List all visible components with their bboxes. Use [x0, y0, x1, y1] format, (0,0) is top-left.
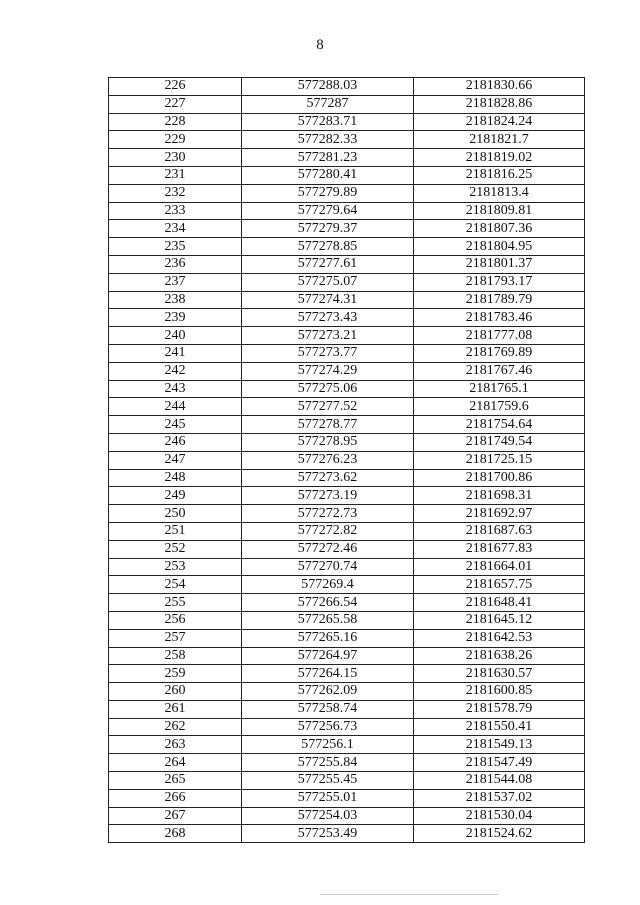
table-row	[109, 398, 585, 416]
y-coordinate-cell: 2181537.02	[414, 789, 585, 807]
x-coordinate-cell: 577275.06	[242, 380, 414, 398]
table-row	[109, 309, 585, 327]
point-number-cell: 240	[109, 327, 242, 345]
table-row	[109, 540, 585, 558]
y-coordinate-cell: 2181821.7	[414, 131, 585, 149]
table-row	[109, 362, 585, 380]
table-row	[109, 451, 585, 469]
point-number-cell: 236	[109, 255, 242, 273]
point-number-cell: 227	[109, 95, 242, 113]
x-coordinate-cell: 577273.21	[242, 327, 414, 345]
point-number-cell: 263	[109, 736, 242, 754]
x-coordinate-cell: 577276.23	[242, 451, 414, 469]
point-number-cell: 237	[109, 273, 242, 291]
x-coordinate-cell: 577278.77	[242, 416, 414, 434]
point-number-cell: 243	[109, 380, 242, 398]
y-coordinate-cell: 2181657.75	[414, 576, 585, 594]
x-coordinate-cell: 577254.03	[242, 807, 414, 825]
table-row	[109, 487, 585, 505]
table-row	[109, 131, 585, 149]
table-row	[109, 700, 585, 718]
y-coordinate-cell: 2181630.57	[414, 665, 585, 683]
table-row	[109, 273, 585, 291]
x-coordinate-cell: 577272.46	[242, 540, 414, 558]
table-row	[109, 825, 585, 843]
x-coordinate-cell: 577264.15	[242, 665, 414, 683]
x-coordinate-cell: 577288.03	[242, 78, 414, 96]
page-number: 8	[316, 37, 324, 53]
x-coordinate-cell: 577264.97	[242, 647, 414, 665]
point-number-cell: 246	[109, 433, 242, 451]
table-row	[109, 416, 585, 434]
y-coordinate-cell: 2181754.64	[414, 416, 585, 434]
y-coordinate-cell: 2181648.41	[414, 594, 585, 612]
x-coordinate-cell: 577274.29	[242, 362, 414, 380]
table-row	[109, 149, 585, 167]
point-number-cell: 252	[109, 540, 242, 558]
y-coordinate-cell: 2181677.83	[414, 540, 585, 558]
y-coordinate-cell: 2181765.1	[414, 380, 585, 398]
y-coordinate-cell: 2181544.08	[414, 772, 585, 790]
y-coordinate-cell: 2181809.81	[414, 202, 585, 220]
point-number-cell: 245	[109, 416, 242, 434]
x-coordinate-cell: 577282.33	[242, 131, 414, 149]
table-row	[109, 594, 585, 612]
point-number-cell: 232	[109, 184, 242, 202]
y-coordinate-cell: 2181698.31	[414, 487, 585, 505]
x-coordinate-cell: 577275.07	[242, 273, 414, 291]
x-coordinate-cell: 577273.43	[242, 309, 414, 327]
y-coordinate-cell: 2181664.01	[414, 558, 585, 576]
point-number-cell: 230	[109, 149, 242, 167]
point-number-cell: 233	[109, 202, 242, 220]
table-row	[109, 807, 585, 825]
point-number-cell: 259	[109, 665, 242, 683]
x-coordinate-cell: 577273.62	[242, 469, 414, 487]
point-number-cell: 262	[109, 718, 242, 736]
table-row	[109, 166, 585, 184]
table-row	[109, 344, 585, 362]
point-number-cell: 244	[109, 398, 242, 416]
x-coordinate-cell: 577281.23	[242, 149, 414, 167]
x-coordinate-cell: 577269.4	[242, 576, 414, 594]
x-coordinate-cell: 577256.73	[242, 718, 414, 736]
x-coordinate-cell: 577253.49	[242, 825, 414, 843]
point-number-cell: 256	[109, 611, 242, 629]
y-coordinate-cell: 2181767.46	[414, 362, 585, 380]
y-coordinate-cell: 2181830.66	[414, 78, 585, 96]
point-number-cell: 255	[109, 594, 242, 612]
x-coordinate-cell: 577278.85	[242, 238, 414, 256]
point-number-cell: 261	[109, 700, 242, 718]
point-number-cell: 265	[109, 772, 242, 790]
table-row	[109, 95, 585, 113]
point-number-cell: 234	[109, 220, 242, 238]
x-coordinate-cell: 577255.45	[242, 772, 414, 790]
table-row	[109, 754, 585, 772]
table-row	[109, 113, 585, 131]
y-coordinate-cell: 2181642.53	[414, 629, 585, 647]
x-coordinate-cell: 577287	[242, 95, 414, 113]
table-row	[109, 718, 585, 736]
point-number-cell: 242	[109, 362, 242, 380]
point-number-cell: 254	[109, 576, 242, 594]
table-row	[109, 683, 585, 701]
x-coordinate-cell: 577256.1	[242, 736, 414, 754]
point-number-cell: 266	[109, 789, 242, 807]
table-row	[109, 611, 585, 629]
point-number-cell: 258	[109, 647, 242, 665]
y-coordinate-cell: 2181777.08	[414, 327, 585, 345]
point-number-cell: 241	[109, 344, 242, 362]
x-coordinate-cell: 577255.84	[242, 754, 414, 772]
point-number-cell: 250	[109, 505, 242, 523]
table-row	[109, 469, 585, 487]
x-coordinate-cell: 577265.16	[242, 629, 414, 647]
table-row	[109, 327, 585, 345]
table-row	[109, 522, 585, 540]
y-coordinate-cell: 2181550.41	[414, 718, 585, 736]
point-number-cell: 264	[109, 754, 242, 772]
x-coordinate-cell: 577258.74	[242, 700, 414, 718]
y-coordinate-cell: 2181524.62	[414, 825, 585, 843]
table-row	[109, 238, 585, 256]
point-number-cell: 229	[109, 131, 242, 149]
point-number-cell: 267	[109, 807, 242, 825]
y-coordinate-cell: 2181828.86	[414, 95, 585, 113]
y-coordinate-cell: 2181687.63	[414, 522, 585, 540]
table-row	[109, 647, 585, 665]
point-number-cell: 239	[109, 309, 242, 327]
coordinates-table	[108, 77, 585, 843]
x-coordinate-cell: 577274.31	[242, 291, 414, 309]
table-row	[109, 629, 585, 647]
point-number-cell: 235	[109, 238, 242, 256]
coordinates-table-body	[109, 78, 585, 843]
y-coordinate-cell: 2181725.15	[414, 451, 585, 469]
x-coordinate-cell: 577273.19	[242, 487, 414, 505]
point-number-cell: 248	[109, 469, 242, 487]
table-row	[109, 220, 585, 238]
x-coordinate-cell: 577262.09	[242, 683, 414, 701]
table-row	[109, 736, 585, 754]
page-footer-line	[320, 894, 498, 895]
x-coordinate-cell: 577272.82	[242, 522, 414, 540]
x-coordinate-cell: 577279.89	[242, 184, 414, 202]
x-coordinate-cell: 577277.52	[242, 398, 414, 416]
point-number-cell: 247	[109, 451, 242, 469]
x-coordinate-cell: 577255.01	[242, 789, 414, 807]
table-row	[109, 291, 585, 309]
table-row	[109, 505, 585, 523]
y-coordinate-cell: 2181819.02	[414, 149, 585, 167]
y-coordinate-cell: 2181700.86	[414, 469, 585, 487]
table-row	[109, 78, 585, 96]
table-row	[109, 665, 585, 683]
point-number-cell: 226	[109, 78, 242, 96]
y-coordinate-cell: 2181578.79	[414, 700, 585, 718]
table-row	[109, 558, 585, 576]
y-coordinate-cell: 2181816.25	[414, 166, 585, 184]
table-row	[109, 184, 585, 202]
point-number-cell: 268	[109, 825, 242, 843]
y-coordinate-cell: 2181530.04	[414, 807, 585, 825]
point-number-cell: 260	[109, 683, 242, 701]
y-coordinate-cell: 2181547.49	[414, 754, 585, 772]
x-coordinate-cell: 577270.74	[242, 558, 414, 576]
y-coordinate-cell: 2181783.46	[414, 309, 585, 327]
y-coordinate-cell: 2181759.6	[414, 398, 585, 416]
point-number-cell: 238	[109, 291, 242, 309]
y-coordinate-cell: 2181638.26	[414, 647, 585, 665]
x-coordinate-cell: 577277.61	[242, 255, 414, 273]
y-coordinate-cell: 2181813.4	[414, 184, 585, 202]
point-number-cell: 231	[109, 166, 242, 184]
y-coordinate-cell: 2181793.17	[414, 273, 585, 291]
y-coordinate-cell: 2181801.37	[414, 255, 585, 273]
table-row	[109, 380, 585, 398]
table-row	[109, 433, 585, 451]
x-coordinate-cell: 577265.58	[242, 611, 414, 629]
y-coordinate-cell: 2181749.54	[414, 433, 585, 451]
x-coordinate-cell: 577279.37	[242, 220, 414, 238]
point-number-cell: 257	[109, 629, 242, 647]
table-row	[109, 772, 585, 790]
x-coordinate-cell: 577266.54	[242, 594, 414, 612]
point-number-cell: 251	[109, 522, 242, 540]
y-coordinate-cell: 2181549.13	[414, 736, 585, 754]
table-row	[109, 789, 585, 807]
y-coordinate-cell: 2181804.95	[414, 238, 585, 256]
y-coordinate-cell: 2181789.79	[414, 291, 585, 309]
x-coordinate-cell: 577272.73	[242, 505, 414, 523]
x-coordinate-cell: 577283.71	[242, 113, 414, 131]
y-coordinate-cell: 2181692.97	[414, 505, 585, 523]
x-coordinate-cell: 577279.64	[242, 202, 414, 220]
point-number-cell: 228	[109, 113, 242, 131]
point-number-cell: 253	[109, 558, 242, 576]
y-coordinate-cell: 2181769.89	[414, 344, 585, 362]
x-coordinate-cell: 577273.77	[242, 344, 414, 362]
y-coordinate-cell: 2181807.36	[414, 220, 585, 238]
y-coordinate-cell: 2181600.85	[414, 683, 585, 701]
table-row	[109, 576, 585, 594]
y-coordinate-cell: 2181824.24	[414, 113, 585, 131]
y-coordinate-cell: 2181645.12	[414, 611, 585, 629]
x-coordinate-cell: 577278.95	[242, 433, 414, 451]
point-number-cell: 249	[109, 487, 242, 505]
table-row	[109, 255, 585, 273]
table-row	[109, 202, 585, 220]
x-coordinate-cell: 577280.41	[242, 166, 414, 184]
